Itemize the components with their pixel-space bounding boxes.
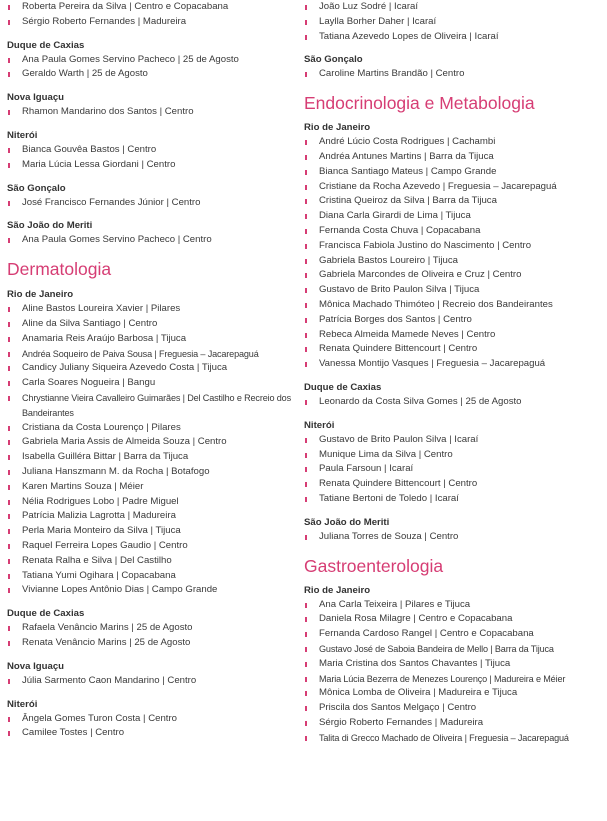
bullet-marker-icon	[8, 717, 10, 722]
doctor-entry-text: Tatiana Azevedo Lopes de Oliveira | Icaraí	[319, 30, 499, 42]
bullet-marker-icon	[305, 647, 307, 652]
doctor-list-item	[304, 194, 600, 209]
doctor-list-item	[7, 67, 299, 82]
doctor-list-item	[7, 554, 299, 569]
doctor-entry-text: Sérgio Roberto Fernandes | Madureira	[319, 716, 484, 728]
bullet-marker-icon	[305, 199, 307, 204]
doctor-entry-text: Francisca Fabiola Justino do Nascimento | Centro	[319, 239, 532, 251]
doctor-list-item	[7, 539, 299, 554]
city-group-sao-joao-do-meriti	[7, 220, 299, 248]
doctor-entry-text: Andréa Antunes Martins | Barra da Tijuca	[319, 150, 494, 162]
doctor-list-item	[304, 209, 600, 224]
doctor-list-item	[7, 317, 299, 332]
doctor-entry-text: Paula Farsoun | Icaraí	[319, 463, 414, 475]
city-group-continued	[7, 0, 299, 30]
doctor-list-item	[304, 342, 600, 357]
bullet-marker-icon	[305, 467, 307, 472]
doctor-entry-text: Maria Cristina dos Santos Chavantes | Tijuca	[319, 657, 511, 669]
bullet-marker-icon	[8, 72, 10, 77]
doctor-list-item	[7, 421, 299, 436]
bullet-marker-icon	[305, 347, 307, 352]
specialty-section-dermatologia	[7, 258, 299, 741]
doctor-list-item	[7, 621, 299, 636]
bullet-marker-icon	[8, 381, 10, 386]
bullet-marker-icon	[8, 366, 10, 371]
doctor-entry-text: André Lúcio Costa Rodrigues | Cachambi	[319, 136, 496, 148]
bullet-marker-icon	[305, 140, 307, 145]
doctor-list-item	[7, 450, 299, 465]
doctor-entry-text: Júlia Sarmento Caon Mandarino | Centro	[22, 674, 197, 686]
doctor-entry-text: Fernanda Cardoso Rangel | Centro e Copacabana	[319, 628, 534, 640]
bullet-marker-icon	[8, 322, 10, 327]
city-group-rio-de-janeiro	[304, 122, 600, 372]
bullet-marker-icon	[8, 20, 10, 25]
specialty-section-gastroenterologia	[304, 555, 600, 746]
doctor-list-item	[304, 268, 600, 283]
doctor-entry-text: Priscila dos Santos Melgaço | Centro	[319, 702, 477, 714]
doctor-list	[7, 233, 299, 248]
doctor-entry-text: Gabriela Marcondes de Oliveira e Cruz | Centro	[319, 269, 522, 281]
doctor-list-item	[7, 465, 299, 480]
bullet-marker-icon	[8, 559, 10, 564]
doctor-entry-text: Juliana Torres de Souza | Centro	[319, 530, 459, 542]
doctor-list-item	[7, 712, 299, 727]
doctor-entry-text: Roberta Pereira da Silva | Centro e Copacabana	[22, 1, 229, 12]
doctor-list-item	[7, 674, 299, 689]
doctor-entry-text: Daniela Rosa Milagre | Centro e Copacabana	[319, 613, 513, 625]
doctor-entry-text: Aline da Silva Santiago | Centro	[22, 317, 158, 329]
bullet-marker-icon	[305, 617, 307, 622]
bullet-marker-icon	[8, 110, 10, 115]
doctor-list-item	[7, 376, 299, 391]
bullet-marker-icon	[8, 626, 10, 631]
doctor-entry-text: Talita di Grecco Machado de Oliveira | Freguesia – Jacarepaguá	[319, 732, 569, 743]
doctor-list-item	[7, 361, 299, 376]
doctor-entry-text: Candicy Juliany Siqueira Azevedo Costa | Tijuca	[22, 362, 228, 374]
doctor-entry-text: Fernanda Costa Chuva | Copacabana	[319, 224, 481, 236]
bullet-marker-icon	[305, 362, 307, 367]
specialty-title: Gastroenterologia	[304, 555, 444, 576]
city-heading: Duque de Caxias	[7, 608, 85, 620]
doctor-list	[7, 712, 299, 742]
doctor-list-item	[304, 328, 600, 343]
doctor-entry-text: Mônica Lomba de Oliveira | Madureira e Tijuca	[319, 687, 518, 699]
city-group-rio-de-janeiro	[7, 289, 299, 598]
doctor-list-item	[7, 53, 299, 68]
doctor-list	[304, 598, 600, 746]
doctor-entry-text: Rhamon Mandarino dos Santos | Centro	[22, 106, 194, 118]
doctor-list-item	[304, 224, 600, 239]
city-heading: Nova Iguaçu	[7, 660, 65, 672]
doctor-list	[304, 0, 600, 44]
city-heading: Rio de Janeiro	[304, 122, 371, 134]
doctor-list-item	[7, 0, 299, 15]
doctor-list-item	[304, 433, 600, 448]
doctor-entry-text: Laylla Borher Daher | Icaraí	[319, 15, 437, 27]
doctor-list-item	[304, 395, 600, 410]
bullet-marker-icon	[305, 229, 307, 234]
doctor-entry-text: Perla Maria Monteiro da Silva | Tijuca	[22, 525, 181, 537]
bullet-marker-icon	[8, 529, 10, 534]
doctor-entry-text: Mônica Machado Thimóteo | Recreio dos Bandeirantes	[319, 298, 553, 310]
doctor-list-item	[7, 495, 299, 510]
doctor-entry-text: Renata Venâncio Marins | 25 de Agosto	[22, 636, 191, 648]
city-heading: São Gonçalo	[304, 54, 363, 66]
bullet-marker-icon	[8, 440, 10, 445]
doctor-entry-text: Renata Quindere Bittencourt | Centro	[319, 343, 478, 355]
doctor-list-item	[304, 530, 600, 545]
doctor-entry-text: João Luz Sodré | Icaraí	[319, 1, 419, 12]
city-heading: Niterói	[304, 419, 335, 431]
doctor-entry-text: Raquel Ferreira Lopes Gaudio | Centro	[22, 539, 188, 551]
city-group-niteroi	[304, 420, 600, 507]
doctor-list-item	[7, 143, 299, 158]
doctor-entry-text: Tatiana Yumi Ogihara | Copacabana	[22, 569, 176, 581]
doctor-list	[7, 105, 299, 120]
bullet-marker-icon	[8, 470, 10, 475]
city-heading: Duque de Caxias	[304, 381, 382, 393]
bullet-marker-icon	[8, 588, 10, 593]
doctor-list-item	[304, 239, 600, 254]
bullet-marker-icon	[305, 400, 307, 405]
city-group-duque-de-caxias	[7, 40, 299, 83]
doctor-list	[7, 53, 299, 83]
doctor-entry-text: Cristiana da Costa Lourenço | Pilares	[22, 421, 181, 433]
doctor-list-item	[304, 731, 600, 746]
doctor-entry-text: Vivianne Lopes Antônio Dias | Campo Grande	[22, 584, 218, 596]
doctor-list	[7, 302, 299, 598]
doctor-entry-text: Isabella Guilléra Bittar | Barra da Tijuca	[22, 451, 189, 463]
doctor-list	[7, 0, 299, 30]
right-column	[304, 0, 600, 755]
bullet-marker-icon	[305, 497, 307, 502]
left-column	[7, 0, 299, 751]
doctor-list-item	[7, 302, 299, 317]
city-heading: São João do Meriti	[7, 220, 93, 232]
doctor-entry-text: Maria Lúcia Lessa Giordani | Centro	[22, 158, 176, 170]
bullet-marker-icon	[8, 500, 10, 505]
doctor-entry-text: Maria Lúcia Bezerra de Menezes Lourenço | Madureira e Méier	[319, 673, 566, 684]
doctor-list	[304, 135, 600, 372]
bullet-marker-icon	[8, 58, 10, 63]
doctor-entry-text: Tatiane Bertoni de Toledo | Icaraí	[319, 492, 459, 504]
bullet-marker-icon	[8, 455, 10, 460]
bullet-marker-icon	[305, 721, 307, 726]
doctor-entry-text: Ângela Gomes Turon Costa | Centro	[22, 712, 178, 724]
doctor-entry-text: José Francisco Fernandes Júnior | Centro	[22, 196, 201, 208]
doctor-list-item	[304, 672, 600, 687]
doctor-list	[7, 621, 299, 651]
doctor-list-item	[304, 135, 600, 150]
doctor-list-item	[7, 509, 299, 524]
doctor-entry-text: Vanessa Montijo Vasques | Freguesia – Jacarepaguá	[319, 358, 546, 370]
bullet-marker-icon	[305, 288, 307, 293]
doctor-list	[7, 196, 299, 211]
bullet-marker-icon	[305, 72, 307, 77]
bullet-marker-icon	[305, 333, 307, 338]
specialty-title: Endocrinologia e Metabologia	[304, 93, 535, 114]
doctor-list-item	[304, 165, 600, 180]
bullet-marker-icon	[305, 20, 307, 25]
bullet-marker-icon	[305, 318, 307, 323]
doctor-entry-text: Bianca Santiago Mateus | Campo Grande	[319, 165, 497, 177]
doctor-entry-text: Cristiane da Rocha Azevedo | Freguesia – Jacarepaguá	[319, 180, 557, 192]
doctor-entry-text: Anamaria Reis Araújo Barbosa | Tijuca	[22, 332, 187, 344]
doctor-list-item	[304, 612, 600, 627]
city-heading: São João do Meriti	[304, 516, 390, 528]
bullet-marker-icon	[305, 453, 307, 458]
bullet-marker-icon	[305, 5, 307, 10]
doctor-entry-text: Chrystianne Vieira Cavalleiro Guimarães | Del Castilho e Recreio dos Bandeirantes	[22, 392, 291, 418]
bullet-marker-icon	[305, 155, 307, 160]
doctor-list-item	[304, 657, 600, 672]
doctor-list-item	[304, 30, 600, 45]
specialty-title: Dermatologia	[7, 259, 112, 280]
city-group-niteroi	[7, 699, 299, 742]
bullet-marker-icon	[8, 731, 10, 736]
bullet-marker-icon	[8, 679, 10, 684]
doctor-list-item	[7, 332, 299, 347]
bullet-marker-icon	[305, 677, 307, 682]
doctor-list-item	[304, 642, 600, 657]
doctor-list-item	[7, 636, 299, 651]
doctor-list-item	[304, 15, 600, 30]
bullet-marker-icon	[305, 244, 307, 249]
doctor-entry-text: Geraldo Warth | 25 de Agosto	[22, 68, 148, 80]
bullet-marker-icon	[8, 201, 10, 206]
bullet-marker-icon	[305, 632, 307, 637]
bullet-marker-icon	[8, 514, 10, 519]
bullet-marker-icon	[8, 396, 10, 401]
doctor-entry-text: Ana Carla Teixeira | Pilares e Tijuca	[319, 598, 471, 610]
bullet-marker-icon	[8, 426, 10, 431]
doctor-list-item	[304, 283, 600, 298]
doctor-list-item	[7, 196, 299, 211]
bullet-marker-icon	[305, 662, 307, 667]
bullet-marker-icon	[305, 706, 307, 711]
bullet-marker-icon	[8, 163, 10, 168]
doctor-list	[304, 67, 600, 82]
bullet-marker-icon	[8, 307, 10, 312]
doctor-list-item	[7, 583, 299, 598]
bullet-marker-icon	[305, 185, 307, 190]
bullet-marker-icon	[305, 259, 307, 264]
doctor-entry-text: Renata Quindere Bittencourt | Centro	[319, 478, 478, 490]
doctor-entry-text: Rebeca Almeida Mamede Neves | Centro	[319, 328, 496, 340]
bullet-marker-icon	[8, 148, 10, 153]
doctor-entry-text: Patrícia Malizia Lagrotta | Madureira	[22, 510, 176, 522]
doctor-list-item	[304, 313, 600, 328]
bullet-marker-icon	[305, 535, 307, 540]
doctor-entry-text: Gabriela Maria Assis de Almeida Souza | Centro	[22, 436, 227, 448]
doctor-list-item	[304, 477, 600, 492]
doctor-entry-text: Diana Carla Girardi de Lima | Tijuca	[319, 210, 471, 222]
city-group-rio-de-janeiro	[304, 585, 600, 746]
city-group-sao-goncalo	[304, 54, 600, 82]
doctor-entry-text: Camilee Tostes | Centro	[22, 727, 125, 739]
bullet-marker-icon	[305, 691, 307, 696]
doctor-list-item	[7, 105, 299, 120]
doctor-list-item	[304, 298, 600, 313]
doctor-entry-text: Nélia Rodrigues Lobo | Padre Miguel	[22, 495, 179, 507]
doctor-entry-text: Renata Ralha e Silva | Del Castilho	[22, 554, 172, 566]
doctor-list-item	[304, 254, 600, 269]
bullet-marker-icon	[305, 736, 307, 741]
bullet-marker-icon	[305, 303, 307, 308]
bullet-marker-icon	[305, 482, 307, 487]
city-group-sao-joao-do-meriti	[304, 517, 600, 545]
doctor-entry-text: Cristina Queiroz da Silva | Barra da Tijuca	[319, 195, 497, 207]
doctor-list-item	[304, 701, 600, 716]
doctor-list-item	[7, 15, 299, 30]
city-heading: Niterói	[7, 129, 38, 141]
city-heading: Rio de Janeiro	[304, 584, 371, 596]
doctor-entry-text: Gabriela Bastos Loureiro | Tijuca	[319, 254, 459, 266]
doctor-list-item	[304, 67, 600, 82]
doctor-list-item	[7, 391, 299, 421]
doctor-list-item	[304, 0, 600, 15]
bullet-marker-icon	[305, 35, 307, 40]
doctor-entry-text: Aline Bastos Loureira Xavier | Pilares	[22, 303, 181, 315]
city-group-sao-goncalo	[7, 183, 299, 211]
bullet-marker-icon	[8, 337, 10, 342]
doctor-entry-text: Leonardo da Costa Silva Gomes | 25 de Agosto	[319, 395, 522, 407]
bullet-marker-icon	[305, 273, 307, 278]
bullet-marker-icon	[305, 214, 307, 219]
continued-section	[7, 0, 299, 248]
doctor-list	[304, 530, 600, 545]
doctor-list-item	[304, 357, 600, 372]
specialty-section-endocrinologia-e-metabologia	[304, 92, 600, 544]
bullet-marker-icon	[8, 641, 10, 646]
doctor-list-item	[304, 598, 600, 613]
city-group-duque-de-caxias	[7, 608, 299, 651]
city-heading: Rio de Janeiro	[7, 289, 74, 301]
bullet-marker-icon	[8, 544, 10, 549]
doctor-list	[7, 674, 299, 689]
doctor-list-item	[304, 627, 600, 642]
city-group-continued	[304, 0, 600, 44]
doctor-entry-text: Carla Soares Nogueira | Bangu	[22, 377, 156, 389]
doctor-list	[304, 395, 600, 410]
doctor-list-item	[7, 480, 299, 495]
city-heading: Nova Iguaçu	[7, 92, 65, 104]
doctor-list-item	[7, 435, 299, 450]
doctor-entry-text: Gustavo de Brito Paulon Silva | Tijuca	[319, 284, 480, 296]
doctor-list-item	[304, 150, 600, 165]
bullet-marker-icon	[8, 352, 10, 357]
city-heading: Duque de Caxias	[7, 39, 85, 51]
doctor-entry-text: Patrícia Borges dos Santos | Centro	[319, 313, 472, 325]
doctor-entry-text: Juliana Hanszmann M. da Rocha | Botafogo	[22, 465, 210, 477]
city-group-duque-de-caxias	[304, 382, 600, 410]
doctor-entry-text: Munique Lima da Silva | Centro	[319, 448, 453, 460]
doctor-list-item	[304, 448, 600, 463]
doctor-entry-text: Gustavo José de Saboia Bandeira de Mello | Barra da Tijuca	[319, 643, 554, 654]
bullet-marker-icon	[8, 485, 10, 490]
city-heading: São Gonçalo	[7, 182, 66, 194]
doctor-list-item	[7, 524, 299, 539]
bullet-marker-icon	[305, 170, 307, 175]
doctor-entry-text: Andréa Soqueiro de Paiva Sousa | Freguesia – Jacarepaguá	[22, 348, 259, 359]
doctor-list-item	[304, 180, 600, 195]
doctor-list-item	[304, 462, 600, 477]
doctor-list	[304, 433, 600, 507]
doctor-entry-text: Rafaela Venâncio Marins | 25 de Agosto	[22, 622, 193, 634]
doctor-list-item	[7, 569, 299, 584]
doctor-entry-text: Bianca Gouvêa Bastos | Centro	[22, 143, 157, 155]
doctor-entry-text: Caroline Martins Brandão | Centro	[319, 68, 465, 80]
bullet-marker-icon	[305, 438, 307, 443]
city-heading: Niterói	[7, 698, 38, 710]
doctor-list	[7, 143, 299, 173]
city-group-nova-iguacu	[7, 92, 299, 120]
doctor-entry-text: Sérgio Roberto Fernandes | Madureira	[22, 15, 187, 27]
bullet-marker-icon	[8, 5, 10, 10]
city-group-niteroi	[7, 130, 299, 173]
doctor-entry-text: Ana Paula Gomes Servino Pacheco | Centro	[22, 234, 212, 246]
doctor-entry-text: Gustavo de Brito Paulon Silva | Icaraí	[319, 433, 479, 445]
doctor-entry-text: Karen Martins Souza | Méier	[22, 480, 144, 492]
bullet-marker-icon	[8, 238, 10, 243]
doctor-list-item	[7, 233, 299, 248]
bullet-marker-icon	[8, 574, 10, 579]
doctor-list-item	[304, 686, 600, 701]
doctor-list-item	[7, 158, 299, 173]
doctor-list-item	[304, 492, 600, 507]
doctor-list-item	[7, 726, 299, 741]
bullet-marker-icon	[305, 603, 307, 608]
continued-section	[304, 0, 600, 82]
city-group-nova-iguacu	[7, 661, 299, 689]
doctor-entry-text: Ana Paula Gomes Servino Pacheco | 25 de Agosto	[22, 53, 239, 65]
doctor-list-item	[7, 347, 299, 362]
doctor-list-item	[304, 716, 600, 731]
